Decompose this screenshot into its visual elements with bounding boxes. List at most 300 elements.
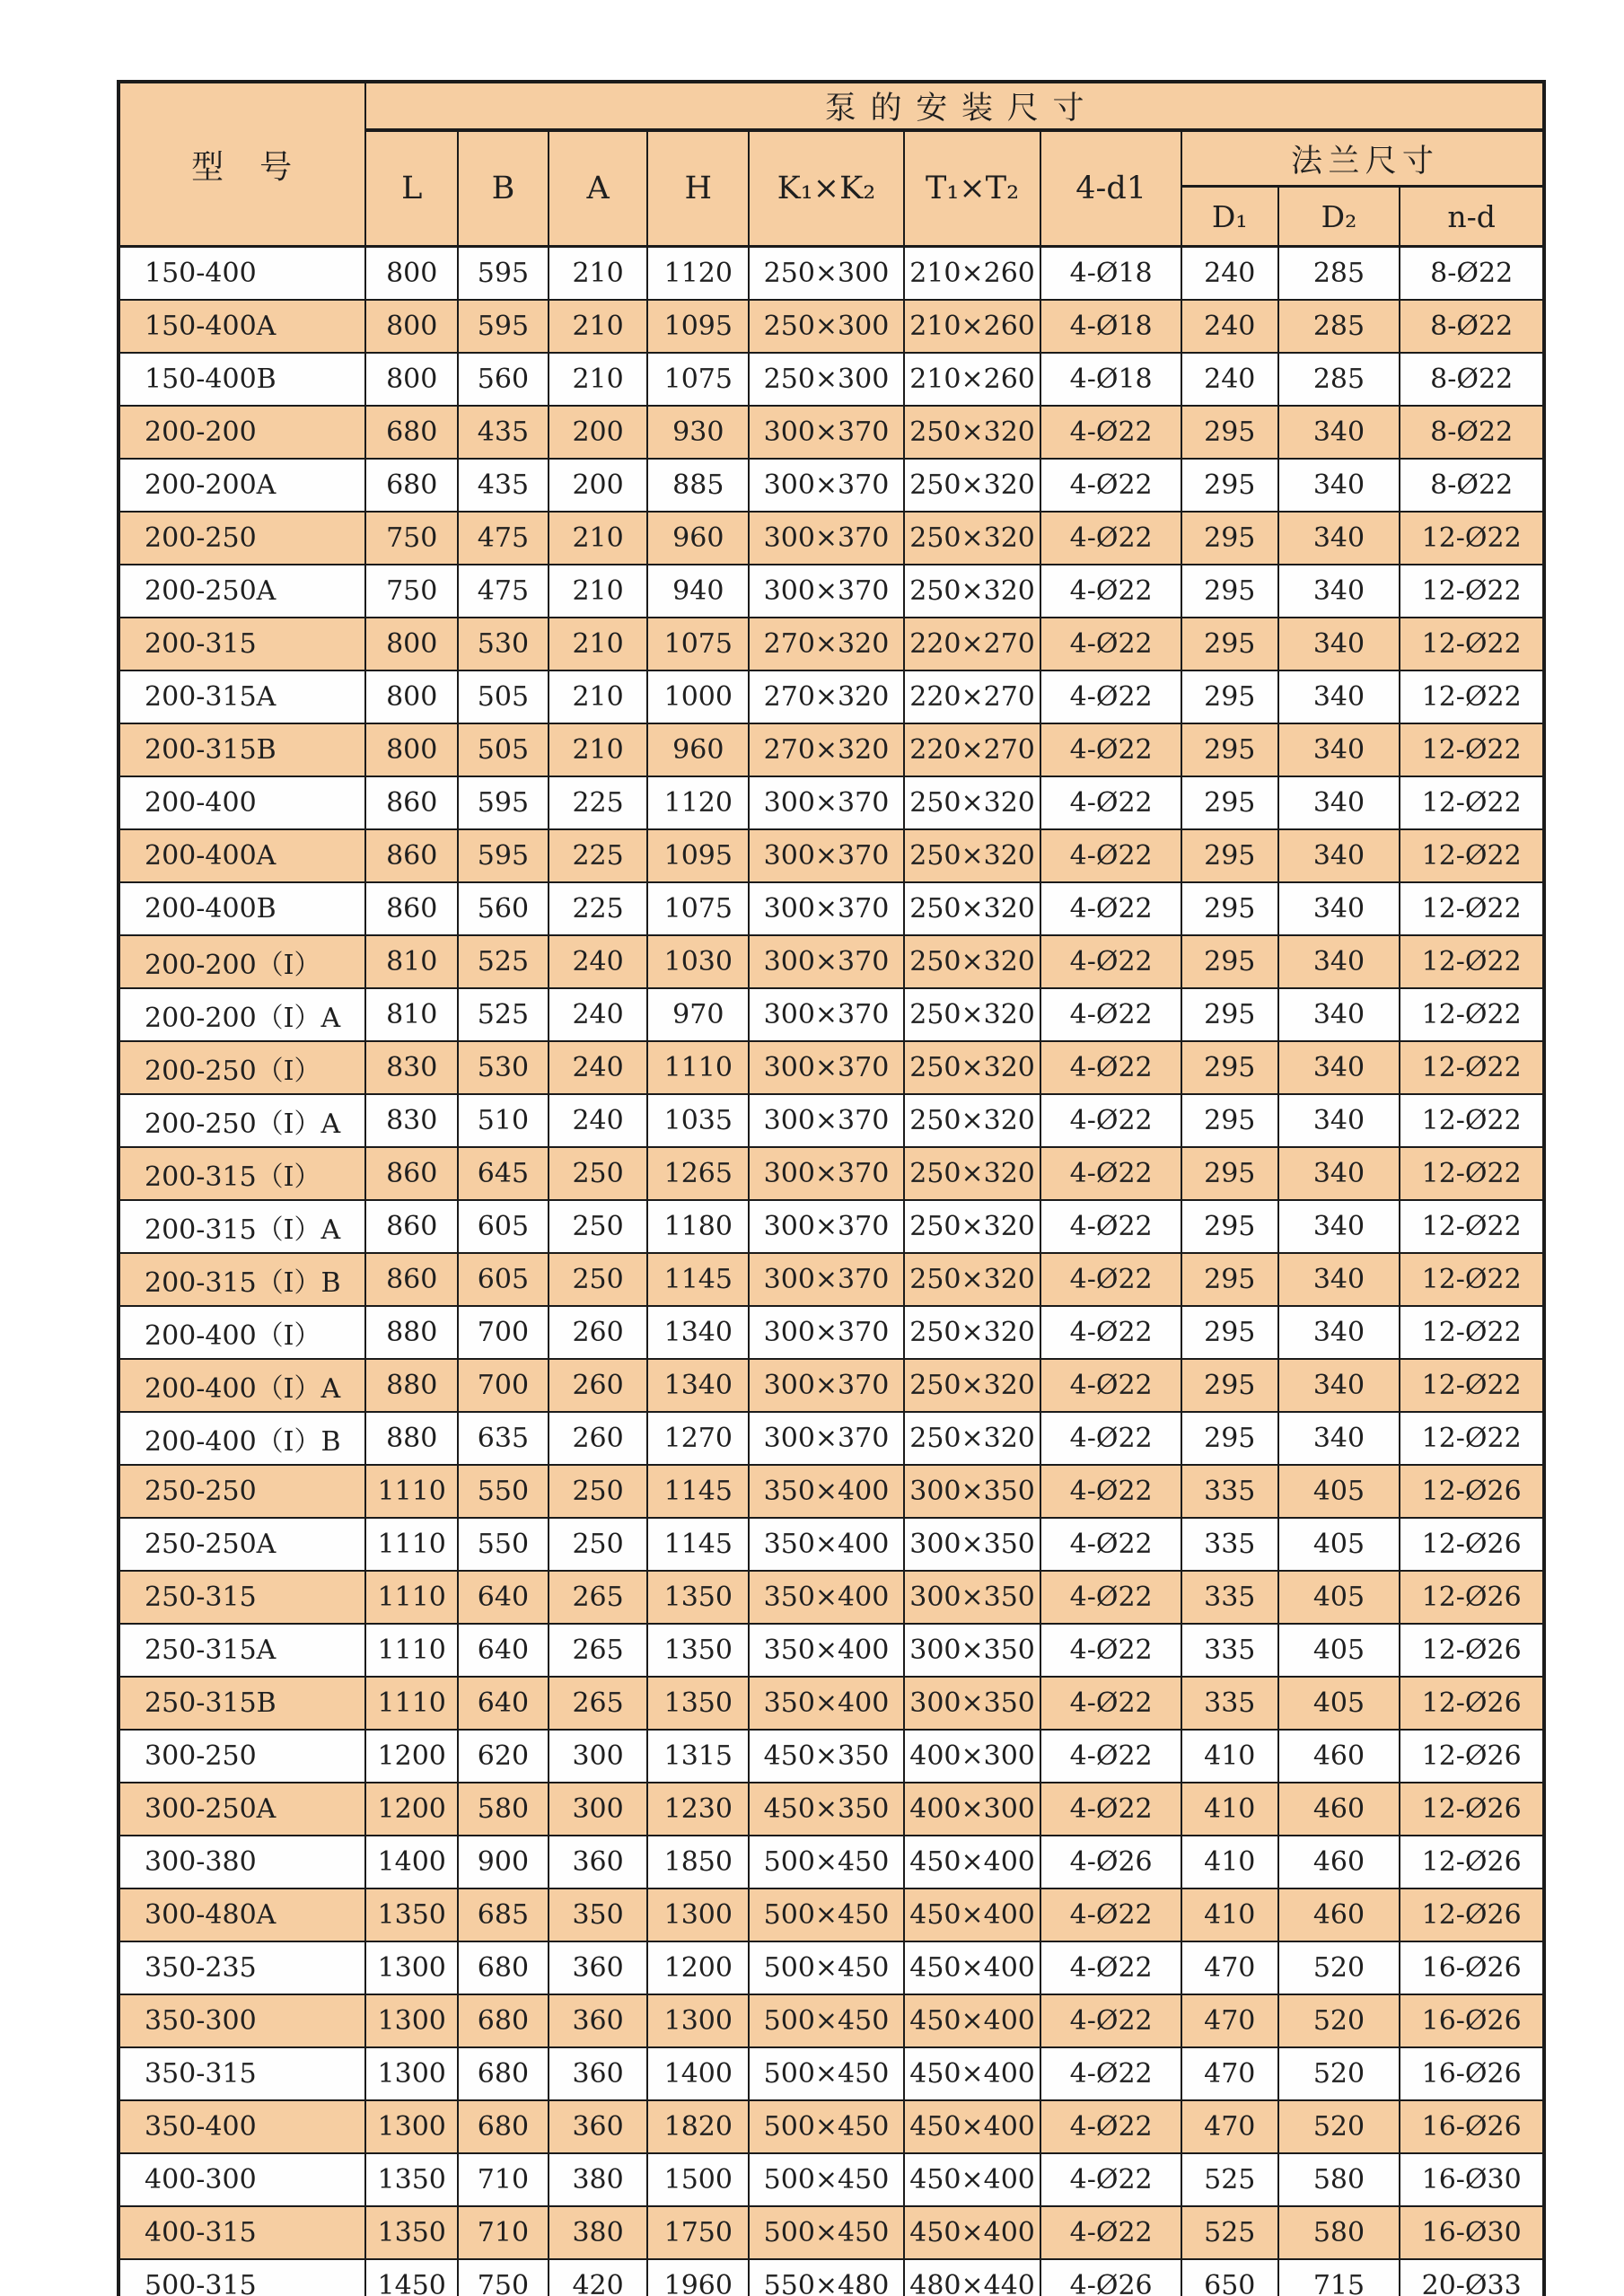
value-cell: 1350 (647, 1571, 749, 1624)
value-cell: 4-Ø22 (1040, 618, 1181, 670)
value-cell: 525 (458, 935, 549, 988)
value-cell: 595 (458, 776, 549, 829)
value-cell: 240 (549, 935, 648, 988)
value-cell: 250×320 (904, 829, 1041, 882)
value-cell: 680 (458, 2047, 549, 2100)
table-row (119, 988, 1544, 1041)
value-cell: 12-Ø26 (1400, 1889, 1544, 1941)
value-cell: 300 (549, 1730, 648, 1783)
value-cell: 1145 (647, 1465, 749, 1518)
table-row (119, 459, 1544, 512)
value-cell: 300×370 (749, 1253, 904, 1306)
table-row (119, 1836, 1544, 1889)
value-cell: 360 (549, 1994, 648, 2047)
value-cell: 450×350 (749, 1730, 904, 1783)
value-cell: 350×400 (749, 1465, 904, 1518)
value-cell: 800 (365, 353, 458, 406)
value-cell: 1350 (365, 1889, 458, 1941)
value-cell: 225 (549, 882, 648, 935)
table-header (119, 82, 1544, 247)
value-cell: 350×400 (749, 1571, 904, 1624)
value-cell: 680 (365, 459, 458, 512)
value-cell: 1300 (365, 2100, 458, 2153)
value-cell: 4-Ø26 (1040, 2259, 1181, 2296)
value-cell: 16-Ø26 (1400, 1994, 1544, 2047)
value-cell: 300×370 (749, 776, 904, 829)
value-cell: 250×300 (749, 300, 904, 353)
value-cell: 450×400 (904, 2206, 1041, 2259)
value-cell: 605 (458, 1253, 549, 1306)
column-header-n-d: n-d (1400, 187, 1544, 247)
value-cell: 340 (1278, 618, 1400, 670)
model-cell: 200-200 (119, 406, 365, 459)
value-cell: 300×370 (749, 1094, 904, 1147)
value-cell: 580 (458, 1783, 549, 1836)
value-cell: 250×320 (904, 459, 1041, 512)
value-cell: 860 (365, 882, 458, 935)
value-cell: 460 (1278, 1889, 1400, 1941)
value-cell: 750 (365, 512, 458, 565)
value-cell: 595 (458, 829, 549, 882)
value-cell: 210 (549, 300, 648, 353)
value-cell: 1300 (647, 1889, 749, 1941)
table-row (119, 618, 1544, 670)
value-cell: 1180 (647, 1200, 749, 1253)
column-header-A: A (549, 130, 648, 247)
value-cell: 240 (549, 988, 648, 1041)
value-cell: 4-Ø22 (1040, 2153, 1181, 2206)
value-cell: 285 (1278, 353, 1400, 406)
value-cell: 240 (549, 1041, 648, 1094)
value-cell: 295 (1181, 1041, 1278, 1094)
value-cell: 340 (1278, 1306, 1400, 1359)
value-cell: 4-Ø22 (1040, 1994, 1181, 2047)
value-cell: 450×400 (904, 1994, 1041, 2047)
value-cell: 830 (365, 1094, 458, 1147)
value-cell: 4-Ø22 (1040, 935, 1181, 988)
value-cell: 250×320 (904, 1306, 1041, 1359)
table-row (119, 776, 1544, 829)
value-cell: 505 (458, 723, 549, 776)
value-cell: 340 (1278, 406, 1400, 459)
value-cell: 500×450 (749, 2047, 904, 2100)
value-cell: 210 (549, 512, 648, 565)
value-cell: 470 (1181, 1994, 1278, 2047)
value-cell: 295 (1181, 935, 1278, 988)
value-cell: 210×260 (904, 300, 1041, 353)
value-cell: 12-Ø22 (1400, 1412, 1544, 1465)
value-cell: 880 (365, 1412, 458, 1465)
value-cell: 250×320 (904, 1412, 1041, 1465)
column-header-H: H (647, 130, 749, 247)
value-cell: 300×370 (749, 935, 904, 988)
value-cell: 500×450 (749, 1836, 904, 1889)
value-cell: 1030 (647, 935, 749, 988)
value-cell: 810 (365, 988, 458, 1041)
column-header-L: L (365, 130, 458, 247)
value-cell: 210 (549, 670, 648, 723)
column-header-T1xT2: T₁×T₂ (904, 130, 1041, 247)
value-cell: 300×370 (749, 1147, 904, 1200)
value-cell: 435 (458, 459, 549, 512)
table-row (119, 1889, 1544, 1941)
value-cell: 225 (549, 829, 648, 882)
value-cell: 300 (549, 1783, 648, 1836)
model-cell: 400-315 (119, 2206, 365, 2259)
value-cell: 8-Ø22 (1400, 353, 1544, 406)
value-cell: 830 (365, 1041, 458, 1094)
table-row (119, 1571, 1544, 1624)
table-row (119, 1783, 1544, 1836)
model-cell: 200-315（I） (119, 1147, 365, 1200)
value-cell: 4-Ø22 (1040, 1941, 1181, 1994)
value-cell: 8-Ø22 (1400, 459, 1544, 512)
value-cell: 860 (365, 829, 458, 882)
value-cell: 595 (458, 300, 549, 353)
value-cell: 1270 (647, 1412, 749, 1465)
value-cell: 500×450 (749, 1889, 904, 1941)
table-row (119, 670, 1544, 723)
value-cell: 260 (549, 1412, 648, 1465)
value-cell: 1450 (365, 2259, 458, 2296)
value-cell: 12-Ø26 (1400, 1783, 1544, 1836)
value-cell: 700 (458, 1306, 549, 1359)
value-cell: 800 (365, 670, 458, 723)
value-cell: 800 (365, 300, 458, 353)
value-cell: 715 (1278, 2259, 1400, 2296)
model-cell: 250-315A (119, 1624, 365, 1677)
value-cell: 210 (549, 565, 648, 618)
value-cell: 885 (647, 459, 749, 512)
value-cell: 4-Ø22 (1040, 988, 1181, 1041)
value-cell: 8-Ø22 (1400, 247, 1544, 301)
value-cell: 4-Ø22 (1040, 512, 1181, 565)
value-cell: 800 (365, 618, 458, 670)
model-cell: 200-250A (119, 565, 365, 618)
value-cell: 250 (549, 1465, 648, 1518)
value-cell: 300×350 (904, 1465, 1041, 1518)
value-cell: 340 (1278, 1041, 1400, 1094)
value-cell: 250×300 (749, 353, 904, 406)
value-cell: 640 (458, 1677, 549, 1730)
value-cell: 880 (365, 1306, 458, 1359)
value-cell: 335 (1181, 1677, 1278, 1730)
value-cell: 12-Ø22 (1400, 882, 1544, 935)
value-cell: 12-Ø22 (1400, 1200, 1544, 1253)
value-cell: 340 (1278, 1200, 1400, 1253)
value-cell: 335 (1181, 1624, 1278, 1677)
column-header-4-d1: 4-d1 (1040, 130, 1181, 247)
model-cell: 150-400 (119, 247, 365, 301)
value-cell: 340 (1278, 512, 1400, 565)
value-cell: 400×300 (904, 1730, 1041, 1783)
pump-dimensions-table (117, 80, 1546, 2296)
table-row (119, 1730, 1544, 1783)
value-cell: 12-Ø22 (1400, 723, 1544, 776)
value-cell: 525 (1181, 2206, 1278, 2259)
value-cell: 580 (1278, 2206, 1400, 2259)
value-cell: 710 (458, 2153, 549, 2206)
value-cell: 295 (1181, 618, 1278, 670)
value-cell: 1340 (647, 1359, 749, 1412)
table-row (119, 1941, 1544, 1994)
value-cell: 1110 (365, 1624, 458, 1677)
model-cell: 200-400（I） (119, 1306, 365, 1359)
value-cell: 1265 (647, 1147, 749, 1200)
value-cell: 1300 (365, 1941, 458, 1994)
value-cell: 4-Ø22 (1040, 670, 1181, 723)
value-cell: 250×320 (904, 512, 1041, 565)
value-cell: 475 (458, 565, 549, 618)
value-cell: 510 (458, 1094, 549, 1147)
value-cell: 1750 (647, 2206, 749, 2259)
column-header-K1xK2: K₁×K₂ (749, 130, 904, 247)
flange-size-header: 法兰尺寸 (1181, 130, 1544, 187)
value-cell: 265 (549, 1624, 648, 1677)
value-cell: 12-Ø26 (1400, 1730, 1544, 1783)
value-cell: 800 (365, 247, 458, 301)
value-cell: 270×320 (749, 618, 904, 670)
value-cell: 470 (1181, 2047, 1278, 2100)
value-cell: 300×370 (749, 1306, 904, 1359)
value-cell: 20-Ø33 (1400, 2259, 1544, 2296)
value-cell: 1095 (647, 300, 749, 353)
value-cell: 860 (365, 1253, 458, 1306)
value-cell: 1075 (647, 353, 749, 406)
value-cell: 300×350 (904, 1624, 1041, 1677)
value-cell: 350×400 (749, 1677, 904, 1730)
value-cell: 4-Ø18 (1040, 300, 1181, 353)
value-cell: 300×370 (749, 1359, 904, 1412)
value-cell: 250×320 (904, 988, 1041, 1041)
value-cell: 250 (549, 1147, 648, 1200)
model-cell: 150-400A (119, 300, 365, 353)
value-cell: 295 (1181, 776, 1278, 829)
value-cell: 1300 (365, 2047, 458, 2100)
value-cell: 295 (1181, 1200, 1278, 1253)
value-cell: 4-Ø22 (1040, 1253, 1181, 1306)
table-row (119, 565, 1544, 618)
value-cell: 1350 (365, 2153, 458, 2206)
table-row (119, 1147, 1544, 1200)
value-cell: 12-Ø22 (1400, 829, 1544, 882)
value-cell: 340 (1278, 565, 1400, 618)
value-cell: 300×370 (749, 988, 904, 1041)
model-column-header: 型 号 (119, 82, 365, 247)
value-cell: 360 (549, 2047, 648, 2100)
table-row (119, 247, 1544, 301)
value-cell: 470 (1181, 2100, 1278, 2153)
value-cell: 405 (1278, 1465, 1400, 1518)
model-cell: 250-250 (119, 1465, 365, 1518)
value-cell: 880 (365, 1359, 458, 1412)
value-cell: 500×450 (749, 2153, 904, 2206)
value-cell: 640 (458, 1624, 549, 1677)
value-cell: 460 (1278, 1783, 1400, 1836)
value-cell: 635 (458, 1412, 549, 1465)
value-cell: 500×450 (749, 1994, 904, 2047)
value-cell: 4-Ø22 (1040, 1624, 1181, 1677)
value-cell: 340 (1278, 829, 1400, 882)
table-row (119, 1677, 1544, 1730)
table-row (119, 723, 1544, 776)
model-cell: 250-315B (119, 1677, 365, 1730)
value-cell: 295 (1181, 1094, 1278, 1147)
value-cell: 335 (1181, 1465, 1278, 1518)
value-cell: 340 (1278, 1094, 1400, 1147)
value-cell: 300×370 (749, 882, 904, 935)
value-cell: 525 (1181, 2153, 1278, 2206)
value-cell: 295 (1181, 670, 1278, 723)
value-cell: 340 (1278, 935, 1400, 988)
value-cell: 335 (1181, 1571, 1278, 1624)
model-cell: 200-400A (119, 829, 365, 882)
value-cell: 1350 (647, 1624, 749, 1677)
value-cell: 210 (549, 618, 648, 670)
value-cell: 220×270 (904, 670, 1041, 723)
value-cell: 4-Ø22 (1040, 1730, 1181, 1783)
value-cell: 1350 (647, 1677, 749, 1730)
value-cell: 1200 (647, 1941, 749, 1994)
model-cell: 200-250（I） (119, 1041, 365, 1094)
value-cell: 4-Ø22 (1040, 2100, 1181, 2153)
value-cell: 12-Ø22 (1400, 1253, 1544, 1306)
value-cell: 520 (1278, 1941, 1400, 1994)
value-cell: 4-Ø22 (1040, 2047, 1181, 2100)
table-row (119, 2100, 1544, 2153)
value-cell: 240 (1181, 247, 1278, 301)
model-cell: 200-200A (119, 459, 365, 512)
model-cell: 200-315A (119, 670, 365, 723)
table-row (119, 1306, 1544, 1359)
value-cell: 960 (647, 723, 749, 776)
value-cell: 12-Ø26 (1400, 1571, 1544, 1624)
value-cell: 250×320 (904, 882, 1041, 935)
value-cell: 295 (1181, 1359, 1278, 1412)
value-cell: 210 (549, 247, 648, 301)
value-cell: 210 (549, 353, 648, 406)
model-cell: 400-300 (119, 2153, 365, 2206)
value-cell: 16-Ø26 (1400, 2047, 1544, 2100)
value-cell: 250×320 (904, 406, 1041, 459)
table-row (119, 2047, 1544, 2100)
value-cell: 1120 (647, 776, 749, 829)
value-cell: 550 (458, 1465, 549, 1518)
table-row (119, 1253, 1544, 1306)
value-cell: 1300 (647, 1994, 749, 2047)
value-cell: 270×320 (749, 723, 904, 776)
table-row (119, 1994, 1544, 2047)
value-cell: 360 (549, 1836, 648, 1889)
value-cell: 250×320 (904, 935, 1041, 988)
value-cell: 1145 (647, 1253, 749, 1306)
value-cell: 500×450 (749, 2206, 904, 2259)
value-cell: 405 (1278, 1518, 1400, 1571)
value-cell: 285 (1278, 247, 1400, 301)
value-cell: 300×370 (749, 459, 904, 512)
value-cell: 220×270 (904, 618, 1041, 670)
value-cell: 1200 (365, 1783, 458, 1836)
value-cell: 4-Ø26 (1040, 1836, 1181, 1889)
model-cell: 200-200（I） (119, 935, 365, 988)
value-cell: 680 (365, 406, 458, 459)
value-cell: 860 (365, 776, 458, 829)
value-cell: 700 (458, 1359, 549, 1412)
value-cell: 295 (1181, 459, 1278, 512)
value-cell: 500×450 (749, 2100, 904, 2153)
value-cell: 530 (458, 1041, 549, 1094)
value-cell: 550 (458, 1518, 549, 1571)
value-cell: 435 (458, 406, 549, 459)
model-cell: 200-400 (119, 776, 365, 829)
table-row (119, 935, 1544, 988)
value-cell: 210 (549, 723, 648, 776)
model-cell: 350-235 (119, 1941, 365, 1994)
value-cell: 12-Ø22 (1400, 1147, 1544, 1200)
table-row (119, 512, 1544, 565)
value-cell: 12-Ø22 (1400, 1041, 1544, 1094)
value-cell: 1000 (647, 670, 749, 723)
value-cell: 16-Ø30 (1400, 2206, 1544, 2259)
value-cell: 220×270 (904, 723, 1041, 776)
value-cell: 1400 (365, 1836, 458, 1889)
value-cell: 340 (1278, 776, 1400, 829)
value-cell: 240 (1181, 353, 1278, 406)
table-row (119, 1041, 1544, 1094)
model-cell: 250-250A (119, 1518, 365, 1571)
value-cell: 450×400 (904, 1836, 1041, 1889)
value-cell: 340 (1278, 670, 1400, 723)
value-cell: 1230 (647, 1783, 749, 1836)
value-cell: 12-Ø22 (1400, 1359, 1544, 1412)
value-cell: 225 (549, 776, 648, 829)
value-cell: 685 (458, 1889, 549, 1941)
model-cell: 250-315 (119, 1571, 365, 1624)
value-cell: 16-Ø26 (1400, 1941, 1544, 1994)
value-cell: 12-Ø22 (1400, 670, 1544, 723)
value-cell: 300×370 (749, 512, 904, 565)
value-cell: 295 (1181, 512, 1278, 565)
value-cell: 4-Ø22 (1040, 1518, 1181, 1571)
value-cell: 530 (458, 618, 549, 670)
value-cell: 300×370 (749, 1041, 904, 1094)
value-cell: 930 (647, 406, 749, 459)
table-row (119, 2153, 1544, 2206)
value-cell: 12-Ø22 (1400, 988, 1544, 1041)
value-cell: 250×320 (904, 1253, 1041, 1306)
table-row (119, 300, 1544, 353)
value-cell: 12-Ø22 (1400, 512, 1544, 565)
value-cell: 8-Ø22 (1400, 300, 1544, 353)
model-cell: 350-315 (119, 2047, 365, 2100)
model-cell: 200-315（I）B (119, 1253, 365, 1306)
value-cell: 300×350 (904, 1571, 1041, 1624)
value-cell: 605 (458, 1200, 549, 1253)
value-cell: 1110 (365, 1518, 458, 1571)
model-cell: 300-250 (119, 1730, 365, 1783)
value-cell: 16-Ø26 (1400, 2100, 1544, 2153)
value-cell: 1075 (647, 618, 749, 670)
value-cell: 4-Ø22 (1040, 1306, 1181, 1359)
value-cell: 1200 (365, 1730, 458, 1783)
value-cell: 410 (1181, 1730, 1278, 1783)
value-cell: 470 (1181, 1941, 1278, 1994)
table-row (119, 2259, 1544, 2296)
value-cell: 380 (549, 2206, 648, 2259)
value-cell: 410 (1181, 1889, 1278, 1941)
value-cell: 680 (458, 1941, 549, 1994)
value-cell: 250×320 (904, 1094, 1041, 1147)
